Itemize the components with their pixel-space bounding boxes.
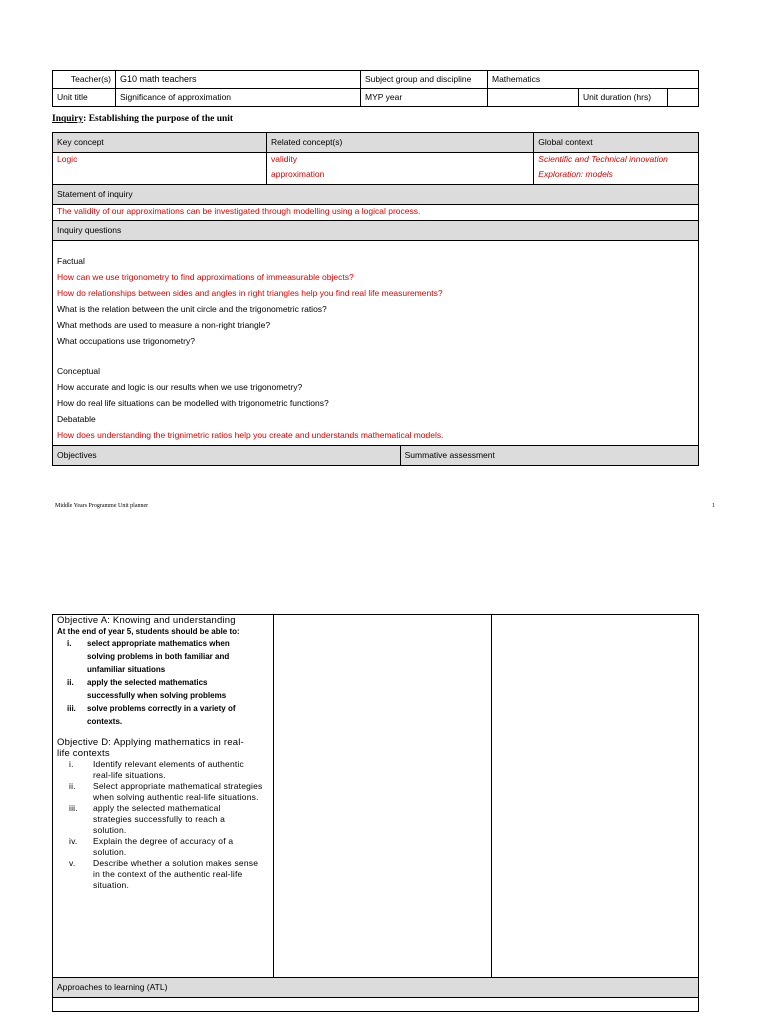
objective-d-item: iii. apply the selected mathematical strategies successfully to reach a solution. xyxy=(69,803,225,835)
unit-duration-label: Unit duration (hrs) xyxy=(579,89,668,107)
factual-label: Factual xyxy=(57,256,85,266)
teacher-value: G10 math teachers xyxy=(116,71,361,89)
objective-d-item: ii. Select appropriate mathematical strategies when solving authentic real-life situations. xyxy=(69,781,263,802)
subject-value: Mathematics xyxy=(488,71,699,89)
relationship-cell xyxy=(492,615,699,978)
related-concept-2: approximation xyxy=(271,169,325,179)
debatable-label: Debatable xyxy=(57,414,96,424)
teacher-label: Teacher(s) xyxy=(53,71,116,89)
footer-text: Middle Years Programme Unit planner xyxy=(55,503,149,509)
objectives-table xyxy=(52,614,699,1012)
factual-question-2: How do relationships between sides and angles in right triangles help you find real life measurements? xyxy=(57,288,443,298)
inquiry-heading-bold: Inquiry xyxy=(52,114,84,124)
key-concept-label: Key concept xyxy=(53,133,267,153)
objectives-label: Objectives xyxy=(53,446,401,466)
myp-year-value xyxy=(488,89,579,107)
inquiry-table xyxy=(52,132,699,466)
global-context-label: Global context xyxy=(534,133,699,153)
debatable-question: How does understanding the trignimetric ratios help you create and understands mathematical models. xyxy=(57,430,444,440)
myp-year-label: MYP year xyxy=(361,89,488,107)
objective-d-item: iv. Explain the degree of accuracy of a solution. xyxy=(69,836,234,857)
related-concept-1: validity xyxy=(271,154,297,164)
conceptual-label: Conceptual xyxy=(57,366,101,376)
statement-label: Statement of inquiry xyxy=(53,185,699,205)
objective-a-item: ii. apply the selected mathematics successfully when solving problems xyxy=(67,678,227,700)
conceptual-question-1: How accurate and logic is our results when we use trigonometry? xyxy=(57,382,303,392)
factual-question-3: What is the relation between the unit circle and the trigonometric ratios? xyxy=(57,304,327,314)
key-concept-value: Logic xyxy=(57,154,78,164)
objective-a-item: i. select appropriate mathematics when solving problems in both familiar and unfamiliar situations xyxy=(67,639,230,674)
unit-duration-value xyxy=(668,89,699,107)
summative-assessment-label: Summative assessment xyxy=(400,446,698,466)
objective-d-item: v. Describe whether a solution makes sense in the context of the authentic real-life situation. xyxy=(69,858,259,890)
footer-page-number: 1 xyxy=(712,503,715,509)
inquiry-heading-rest: : Establishing the purpose of the unit xyxy=(83,114,234,124)
objective-a-intro: At the end of year 5, students should be able to: xyxy=(57,627,240,636)
factual-question-4: What methods are used to measure a non-right triangle? xyxy=(57,320,271,330)
related-concept-label: Related concept(s) xyxy=(267,133,534,153)
global-context-1: Scientific and Technical innovation xyxy=(538,154,668,164)
atl-label: Approaches to learning (ATL) xyxy=(53,978,699,998)
factual-question-5: What occupations use trigonometry? xyxy=(57,336,195,346)
objective-a-title: Objective A: Knowing and understanding xyxy=(57,615,236,626)
conceptual-question-2: How do real life situations can be modelled with trigonometric functions? xyxy=(57,398,329,408)
objective-a-item: iii. solve problems correctly in a variety of contexts. xyxy=(67,704,236,726)
objective-a-list xyxy=(57,637,269,728)
objective-d-title: Objective D: Applying mathematics in real-life contexts xyxy=(57,737,244,759)
inquiry-questions-label: Inquiry questions xyxy=(53,221,699,241)
global-context-2: Exploration: models xyxy=(538,169,613,179)
inquiry-questions-cell xyxy=(53,241,699,446)
global-context-cell xyxy=(534,153,699,185)
summative-assessment-cell xyxy=(274,615,492,978)
unit-title-value: Significance of approximation xyxy=(116,89,361,107)
atl-content-cell xyxy=(53,998,699,1012)
objective-d-item: i. Identify relevant elements of authentic real-life situations. xyxy=(69,759,244,780)
statement-text: The validity of our approximations can be investigated through modelling using a logical process. xyxy=(53,205,699,221)
key-concept-cell xyxy=(53,153,267,185)
objective-d-list xyxy=(57,759,269,891)
related-concept-cell xyxy=(267,153,534,185)
factual-question-1: How can we use trigonometry to find approximations of immeasurable objects? xyxy=(57,272,354,282)
objectives-cell xyxy=(53,615,274,978)
subject-label: Subject group and discipline xyxy=(361,71,488,89)
unit-header-table xyxy=(52,70,699,107)
unit-title-label: Unit title xyxy=(53,89,116,107)
inquiry-heading xyxy=(52,114,233,124)
